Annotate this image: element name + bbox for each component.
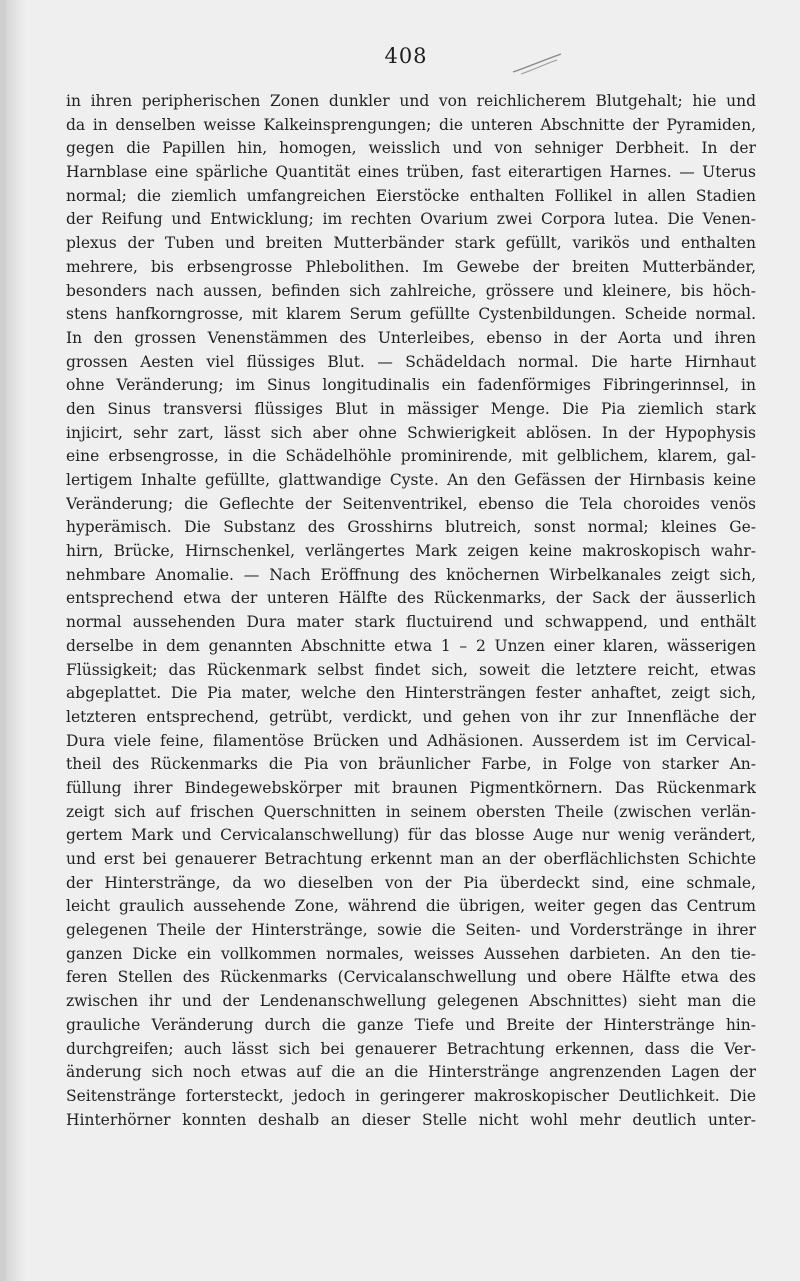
text-line: und erst bei genauerer Betrachtung erkennt man an der oberflächlichsten Schichte xyxy=(66,850,756,868)
text-line: abgeplattet. Die Pia mater, welche den Hintersträngen fester anhaftet, zeigt sich, xyxy=(66,684,756,703)
text-line: besonders nach aussen, befinden sich zahlreiche, grössere und kleinere, bis höch- xyxy=(66,281,756,300)
text-line: theil des Rückenmarks die Pia von bräunlicher Farbe, in Folge von starker An- xyxy=(66,755,756,774)
text-line: normal; die ziemlich umfangreichen Eierstöcke enthalten Follikel in allen Stadien xyxy=(66,186,756,205)
text-line: ganzen Dicke ein vollkommen normales, weisses Aussehen darbieten. An den tie- xyxy=(66,944,756,963)
text-line: stens hanfkorngrosse, mit klarem Serum gefüllte Cystenbildungen. Scheide normal. xyxy=(66,305,756,324)
text-line: lertigem Inhalte gefüllte, glattwandige Cyste. An den Gefässen der Hirnbasis keine xyxy=(66,471,756,489)
text-line: der Reifung und Entwicklung; im rechten Ovarium zwei Corpora lutea. Die Venen- xyxy=(66,210,756,229)
text-line: grauliche Veränderung durch die ganze Tiefe und Breite der Hinterstränge hin- xyxy=(66,1015,756,1034)
text-line: grossen Aesten viel flüssiges Blut. — Schädeldach normal. Die harte Hirnhaut xyxy=(66,352,756,371)
text-line: zwischen ihr und der Lendenanschwellung gelegenen Abschnittes) sieht man die xyxy=(66,992,756,1011)
text-line: In den grossen Venenstämmen des Unterleibes, ebenso in der Aorta und ihren xyxy=(66,328,756,347)
text-line: mehrere, bis erbsengrosse Phlebolithen. Im Gewebe der breiten Mutterbänder, xyxy=(66,257,756,276)
text-line: ohne Veränderung; im Sinus longitudinalis ein fadenförmiges Fibringerinnsel, in xyxy=(66,376,756,395)
text-line: letzteren entsprechend, getrübt, verdickt, und gehen von ihr zur Innenfläche der xyxy=(66,707,756,726)
text-line: Veränderung; die Geflechte der Seitenventrikel, ebenso die Tela choroides venös xyxy=(66,494,756,513)
page-spine-shadow xyxy=(6,0,26,1281)
text-line: gertem Mark und Cervicalanschwellung) für das blosse Auge nur wenig verändert, xyxy=(66,826,756,845)
text-line: Hinterhörner konnten deshalb an dieser Stelle nicht wohl mehr deutlich unter- xyxy=(66,1110,756,1129)
text-line: Harnblase eine spärliche Quantität eines trüben, fast eiterartigen Harnes. — Uterus xyxy=(66,163,756,182)
text-line: zeigt sich auf frischen Querschnitten in seinem obersten Theile (zwischen verlän- xyxy=(66,802,756,821)
text-line: hirn, Brücke, Hirnschenkel, verlängertes Mark zeigen keine makroskopisch wahr- xyxy=(66,542,756,561)
text-line: da in denselben weisse Kalkeinsprengungen; die unteren Abschnitte der Pyramiden, xyxy=(66,115,756,134)
body-text xyxy=(66,90,756,1132)
text-line: in ihren peripherischen Zonen dunkler und von reichlicherem Blutgehalt; hie und xyxy=(66,92,756,110)
text-line: injicirt, sehr zart, lässt sich aber ohne Schwierigkeit ablösen. In der Hypophysis xyxy=(66,423,756,442)
text-line: Seitenstränge fortersteckt, jedoch in geringerer makroskopischer Deutlichkeit. Die xyxy=(66,1086,756,1105)
pencil-mark-icon xyxy=(511,52,563,76)
text-line: füllung ihrer Bindegewebskörper mit braunen Pigmentkörnern. Das Rückenmark xyxy=(66,778,756,797)
page-number: 408 xyxy=(384,44,428,68)
text-line: derselbe in dem genannten Abschnitte etwa 1 – 2 Unzen einer klaren, wässerigen xyxy=(66,636,756,655)
text-line: gelegenen Theile der Hinterstränge, sowie die Seiten- und Vorderstränge in ihrer xyxy=(66,921,756,940)
text-line: normal aussehenden Dura mater stark fluctuirend und schwappend, und enthält xyxy=(66,613,756,632)
text-line: plexus der Tuben und breiten Mutterbänder stark gefüllt, varikös und enthalten xyxy=(66,234,756,253)
text-line: änderung sich noch etwas auf die an die Hinterstränge angrenzenden Lagen der xyxy=(66,1063,756,1082)
text-line: durchgreifen; auch lässt sich bei genauerer Betrachtung erkennen, dass die Ver- xyxy=(66,1039,756,1058)
text-line: leicht graulich aussehende Zone, während die übrigen, weiter gegen das Centrum xyxy=(66,897,756,916)
text-line: gegen die Papillen hin, homogen, weisslich und von sehniger Derbheit. In der xyxy=(66,139,756,158)
text-line: hyperämisch. Die Substanz des Grosshirns blutreich, sonst normal; kleines Ge- xyxy=(66,518,756,537)
text-line: Dura viele feine, filamentöse Brücken und Adhäsionen. Ausserdem ist im Cervical- xyxy=(66,731,756,750)
text-line: den Sinus transversi flüssiges Blut in mässiger Menge. Die Pia ziemlich stark xyxy=(66,399,756,418)
text-line: nehmbare Anomalie. — Nach Eröffnung des knöchernen Wirbelkanales zeigt sich, xyxy=(66,565,756,584)
text-line: entsprechend etwa der unteren Hälfte des Rückenmarks, der Sack der äusserlich xyxy=(66,589,756,608)
text-line: Flüssigkeit; das Rückenmark selbst findet sich, soweit die letztere reicht, etwas xyxy=(66,660,756,679)
text-line: feren Stellen des Rückenmarks (Cervicalanschwellung und obere Hälfte etwa des xyxy=(66,968,756,987)
text-line: der Hinterstränge, da wo dieselben von der Pia überdeckt sind, eine schmale, xyxy=(66,873,756,892)
text-line: eine erbsengrosse, in die Schädelhöhle prominirende, mit gelblichem, klarem, gal- xyxy=(66,447,756,466)
